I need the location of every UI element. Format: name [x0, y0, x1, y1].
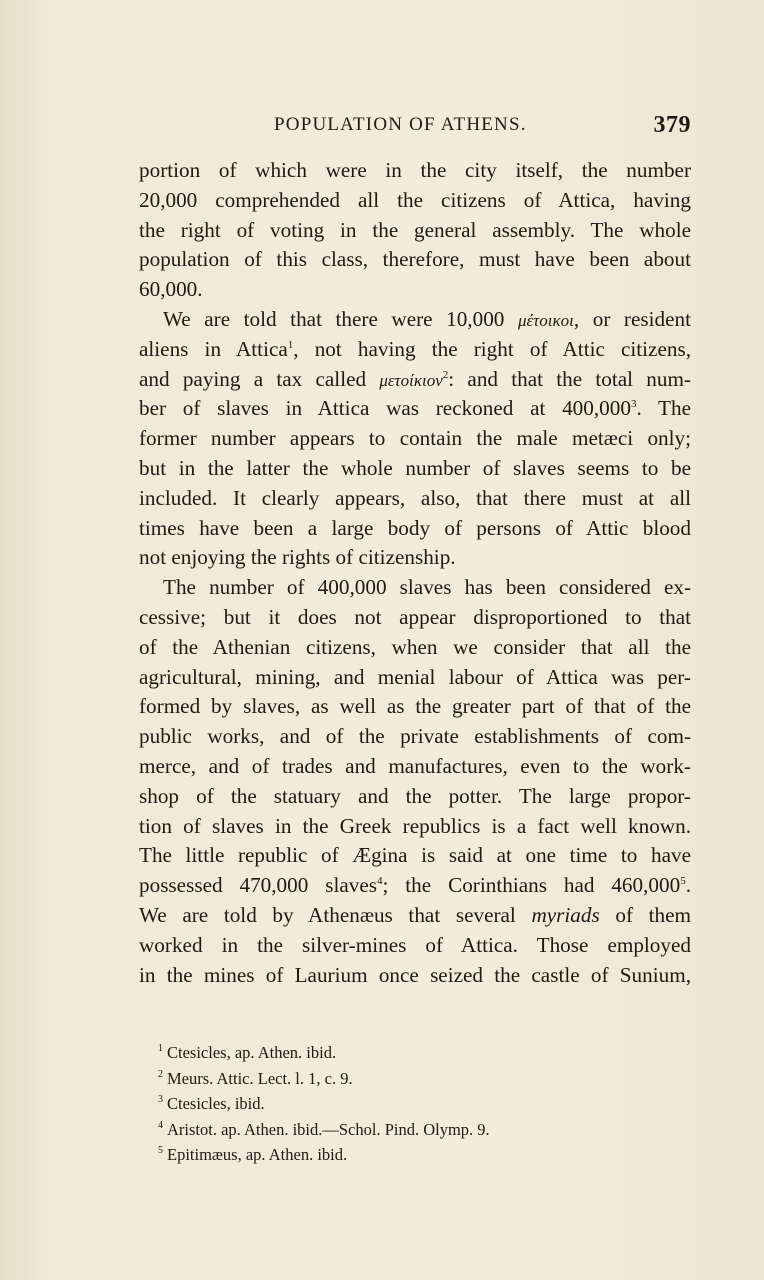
text-line: The number of 400,000 slaves has been considered ex-	[163, 575, 691, 600]
greek-word: μέτοικοι	[517, 310, 574, 330]
footnote-mark: 2	[158, 1068, 163, 1080]
footnote-ref: 2	[442, 368, 449, 381]
text-segment: aliens in Attica	[139, 336, 288, 361]
body-text	[139, 156, 691, 990]
text-line: 60,000.	[139, 277, 203, 302]
text-line	[139, 305, 691, 335]
text-segment: , not having the right of Attic citizens,	[293, 336, 692, 361]
text-segment: ber of slaves in Attica was reckoned at 400,000	[139, 396, 631, 421]
text-segment: of them	[599, 902, 692, 927]
footnote-text: Ctesicles, ap. Athen. ibid.	[167, 1043, 337, 1062]
text-segment: We are told by Athenæus that several	[139, 902, 532, 927]
text-line	[139, 871, 691, 901]
text-line: not enjoying the rights of citizenship.	[139, 545, 456, 570]
text-line: in the mines of Laurium once seized the castle of Sunium,	[139, 962, 691, 987]
footnote-mark: 4	[158, 1119, 163, 1131]
footnote-ref: 3	[630, 398, 637, 411]
footnote-mark: 5	[158, 1145, 163, 1157]
text-line: the right of voting in the general assembly. The whole	[139, 217, 691, 242]
footnote-text: Aristot. ap. Athen. ibid.—Schol. Pind. Olymp. 9.	[167, 1119, 490, 1139]
footnote	[158, 1091, 598, 1117]
italic-word: myriads	[531, 902, 600, 927]
text-line: tion of slaves in the Greek republics is a fact well known.	[139, 813, 691, 838]
text-line	[139, 335, 691, 365]
footnote-text: Meurs. Attic. Lect. l. 1, c. 9.	[167, 1068, 353, 1088]
text-line: merce, and of trades and manufactures, even to the work-	[139, 753, 691, 778]
text-segment: .	[685, 873, 691, 898]
page-number: 379	[653, 112, 691, 138]
text-line: of the Athenian citizens, when we consider that all the	[139, 634, 691, 659]
text-segment: We are told that there were 10,000	[163, 306, 518, 331]
text-line: cessive; but it does not appear disproportioned to that	[139, 604, 691, 629]
text-line: 20,000 comprehended all the citizens of Attica, having	[139, 187, 691, 212]
text-line: times have been a large body of persons of Attic blood	[139, 515, 691, 540]
text-line: population of this class, therefore, must have been about	[139, 247, 691, 272]
running-title: POPULATION OF ATHENS.	[274, 114, 527, 135]
footnote	[158, 1117, 598, 1143]
page-header	[140, 112, 693, 142]
text-segment: and paying a tax called	[139, 366, 380, 391]
text-line	[139, 394, 691, 424]
greek-word: μετοίκιον	[379, 370, 443, 390]
text-line: The little republic of Ægina is said at one time to have	[139, 843, 691, 868]
text-line: public works, and of the private establishments of com-	[139, 724, 691, 749]
text-line: formed by slaves, as well as the greater part of that of the	[139, 694, 691, 719]
footnote-mark: 1	[158, 1043, 163, 1054]
text-segment: , or resident	[573, 306, 691, 331]
text-line	[139, 365, 691, 395]
footnote	[158, 1040, 598, 1066]
text-segment: possessed 470,000 slaves	[139, 873, 378, 898]
text-line: but in the latter the whole number of slaves seems to be	[139, 455, 691, 480]
footnote-text: Epitimæus, ap. Athen. ibid.	[167, 1145, 348, 1165]
text-line: worked in the silver-mines of Attica. Those employed	[139, 932, 691, 957]
text-line: agricultural, mining, and menial labour of Attica was per-	[139, 664, 691, 689]
text-line: former number appears to contain the male metæci only;	[139, 426, 691, 451]
footnote-ref: 4	[377, 875, 383, 888]
text-line: shop of the statuary and the potter. The large propor-	[139, 783, 691, 808]
footnote	[158, 1142, 598, 1168]
footnotes	[158, 1040, 598, 1168]
text-segment: ; the Corinthians had 460,000	[382, 873, 681, 898]
text-line: portion of which were in the city itself, the number	[139, 158, 691, 182]
footnote-ref: 5	[680, 875, 686, 888]
footnote-text: Ctesicles, ibid.	[167, 1094, 265, 1114]
text-line: included. It clearly appears, also, that there must at all	[139, 485, 691, 510]
footnote-ref: 1	[287, 338, 294, 351]
text-segment: . The	[636, 396, 691, 421]
footnote-mark: 3	[158, 1094, 163, 1106]
text-segment: : and that the total num-	[448, 366, 692, 391]
footnote	[158, 1066, 598, 1092]
text-line	[139, 901, 691, 931]
